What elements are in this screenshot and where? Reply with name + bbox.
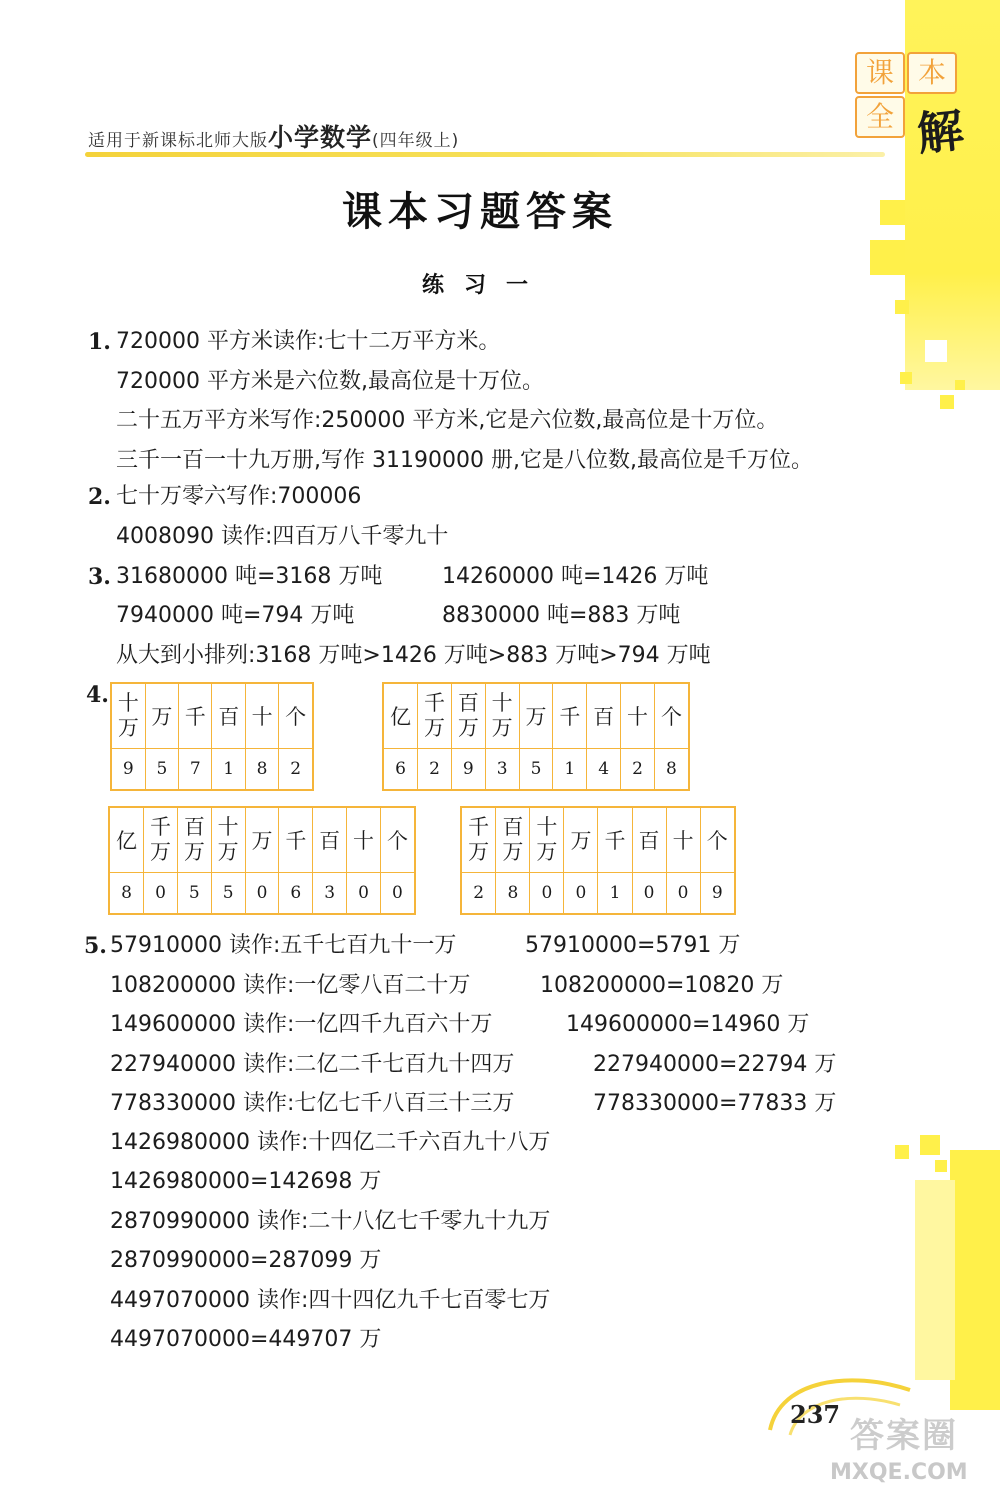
place-value-digit: 8 xyxy=(245,749,278,791)
answer-line: 227940000 读作:二亿二千七百九十四万 xyxy=(110,1052,515,1077)
header-prefix: 适用于新课标北师大版 xyxy=(88,131,268,151)
place-value-header xyxy=(530,807,564,873)
answer-line: 4497070000=449707 万 xyxy=(110,1327,382,1352)
place-value-header: 十 xyxy=(245,683,278,749)
decorative-square xyxy=(895,300,909,314)
place-value-digit: 2 xyxy=(279,749,313,791)
place-value-header: 十 xyxy=(621,683,655,749)
answer-line: 二十五万平方米写作:250000 平方米,它是六位数,最高位是十万位。 xyxy=(116,408,779,433)
place-value-header-char: 十 xyxy=(491,691,513,715)
place-value-header: 亿 xyxy=(383,683,418,749)
answer-line: 720000 平方米读作:七十二万平方米。 xyxy=(116,329,501,354)
place-value-digit: 2 xyxy=(621,749,655,791)
answer-line: 1426980000 读作:十四亿二千六百九十八万 xyxy=(110,1130,551,1155)
answer-line: 4497070000 读作:四十四亿九千七百零七万 xyxy=(110,1288,551,1313)
answer-line: 7940000 吨=794 万吨 xyxy=(116,603,355,628)
logo-char: 课 xyxy=(855,52,905,94)
place-value-table xyxy=(110,682,314,791)
answer-line: 57910000 读作:五千七百九十一万 xyxy=(110,933,457,958)
place-value-digit: 8 xyxy=(496,873,530,915)
place-value-header-char: 万 xyxy=(150,840,171,864)
place-value-header: 百 xyxy=(632,807,666,873)
place-value-header-char: 百 xyxy=(457,691,479,715)
answer-line: 57910000=5791 万 xyxy=(525,933,741,958)
question-number: 2. xyxy=(88,484,111,510)
place-value-header xyxy=(211,807,245,873)
place-value-digit: 8 xyxy=(109,873,144,915)
place-value-header xyxy=(177,807,211,873)
place-value-header: 十 xyxy=(666,807,700,873)
place-value-header xyxy=(496,807,530,873)
place-value-header-char: 十 xyxy=(536,815,558,839)
place-value-header-char: 万 xyxy=(502,840,524,864)
answer-line: 720000 平方米是六位数,最高位是十万位。 xyxy=(116,369,544,394)
place-value-table xyxy=(460,806,736,915)
decorative-square xyxy=(895,1145,909,1159)
header-grade: (四年级上) xyxy=(372,131,460,151)
place-value-header-char: 万 xyxy=(217,840,239,864)
place-value-header: 百 xyxy=(313,807,347,873)
place-value-header-char: 万 xyxy=(424,716,445,740)
decorative-band-bottom-light xyxy=(915,1180,955,1380)
answer-line: 149600000=14960 万 xyxy=(566,1012,810,1037)
answer-line: 七十万零六写作:700006 xyxy=(116,484,362,509)
place-value-header-char: 万 xyxy=(491,716,513,740)
place-value-digit: 1 xyxy=(598,873,632,915)
answer-line: 14260000 吨=1426 万吨 xyxy=(442,564,709,589)
place-value-digit: 0 xyxy=(666,873,700,915)
place-value-header-char: 百 xyxy=(183,815,205,839)
place-value-header: 个 xyxy=(700,807,735,873)
place-value-header xyxy=(461,807,496,873)
decorative-square xyxy=(935,1160,947,1172)
place-value-table xyxy=(108,806,416,915)
place-value-header: 十 xyxy=(347,807,381,873)
watermark-url: MXQE.COM xyxy=(830,1460,968,1485)
place-value-digit: 3 xyxy=(485,749,519,791)
decorative-square xyxy=(925,340,947,362)
place-value-header: 千 xyxy=(598,807,632,873)
book-logo xyxy=(855,52,967,162)
answer-line: 2870990000=287099 万 xyxy=(110,1248,382,1273)
place-value-header-char: 十 xyxy=(217,815,239,839)
place-value-digit: 9 xyxy=(451,749,485,791)
watermark-logo: 答案圈 xyxy=(850,1416,958,1456)
place-value-header: 千 xyxy=(179,683,212,749)
logo-char: 本 xyxy=(907,52,957,94)
place-value-digit: 5 xyxy=(177,873,211,915)
place-value-header xyxy=(144,807,178,873)
answer-line: 778330000 读作:七亿七千八百三十三万 xyxy=(110,1091,515,1116)
place-value-header-char: 十 xyxy=(117,691,139,715)
place-value-digit: 1 xyxy=(553,749,587,791)
place-value-digit: 3 xyxy=(313,873,347,915)
place-value-digit: 1 xyxy=(212,749,245,791)
decorative-square xyxy=(900,372,912,384)
place-value-header xyxy=(111,683,145,749)
place-value-header xyxy=(451,683,485,749)
place-value-header-char: 万 xyxy=(457,716,479,740)
answer-line: 108200000=10820 万 xyxy=(540,973,784,998)
place-value-header: 个 xyxy=(380,807,415,873)
decorative-square xyxy=(955,380,965,390)
place-value-header: 千 xyxy=(553,683,587,749)
answer-line: 227940000=22794 万 xyxy=(593,1052,837,1077)
place-value-digit: 9 xyxy=(111,749,145,791)
place-value-digit: 0 xyxy=(380,873,415,915)
answer-line: 149600000 读作:一亿四千九百六十万 xyxy=(110,1012,493,1037)
place-value-digit: 4 xyxy=(587,749,621,791)
place-value-digit: 0 xyxy=(144,873,178,915)
decorative-square xyxy=(920,1135,940,1155)
place-value-header: 个 xyxy=(654,683,689,749)
place-value-header: 百 xyxy=(212,683,245,749)
answer-line: 2870990000 读作:二十八亿七千零九十九万 xyxy=(110,1209,551,1234)
place-value-header: 万 xyxy=(519,683,553,749)
question-number: 1. xyxy=(88,329,111,355)
place-value-digit: 2 xyxy=(461,873,496,915)
place-value-digit: 7 xyxy=(179,749,212,791)
header-rule xyxy=(85,152,885,157)
place-value-digit: 0 xyxy=(632,873,666,915)
place-value-header-char: 万 xyxy=(536,840,558,864)
answer-line: 8830000 吨=883 万吨 xyxy=(442,603,681,628)
place-value-header-char: 万 xyxy=(117,716,139,740)
header-subject: 小学数学 xyxy=(268,123,373,152)
answer-line: 31680000 吨=3168 万吨 xyxy=(116,564,383,589)
place-value-header: 万 xyxy=(245,807,279,873)
place-value-digit: 0 xyxy=(530,873,564,915)
place-value-digit: 0 xyxy=(245,873,279,915)
place-value-header xyxy=(485,683,519,749)
place-value-digit: 5 xyxy=(519,749,553,791)
place-value-digit: 8 xyxy=(654,749,689,791)
page-number: 237 xyxy=(790,1400,841,1429)
place-value-digit: 2 xyxy=(418,749,452,791)
place-value-header: 万 xyxy=(145,683,178,749)
place-value-header-char: 万 xyxy=(468,840,490,864)
answer-line: 1426980000=142698 万 xyxy=(110,1169,382,1194)
place-value-header: 个 xyxy=(279,683,313,749)
place-value-header: 千 xyxy=(279,807,313,873)
logo-char: 解 xyxy=(914,102,967,162)
place-value-digit: 0 xyxy=(564,873,598,915)
decorative-band-bottom xyxy=(950,1150,1000,1410)
running-header xyxy=(88,118,459,154)
answer-line: 4008090 读作:四百万八千零九十 xyxy=(116,524,449,549)
answer-line: 三千一百一十九万册,写作 31190000 册,它是八位数,最高位是千万位。 xyxy=(116,448,813,473)
answer-line: 108200000 读作:一亿零八百二十万 xyxy=(110,973,471,998)
logo-char: 全 xyxy=(855,96,905,138)
place-value-header-char: 千 xyxy=(150,815,171,839)
place-value-digit: 6 xyxy=(279,873,313,915)
decorative-square xyxy=(940,395,954,409)
place-value-header xyxy=(418,683,452,749)
place-value-header-char: 千 xyxy=(468,815,490,839)
place-value-header: 万 xyxy=(564,807,598,873)
page-title: 课本习题答案 xyxy=(342,189,618,235)
question-number: 4. xyxy=(86,682,109,708)
answer-line: 从大到小排列:3168 万吨>1426 万吨>883 万吨>794 万吨 xyxy=(116,643,711,668)
answer-line: 778330000=77833 万 xyxy=(593,1091,837,1116)
place-value-digit: 5 xyxy=(145,749,178,791)
place-value-header: 亿 xyxy=(109,807,144,873)
place-value-digit: 0 xyxy=(347,873,381,915)
question-number: 5. xyxy=(84,933,107,959)
place-value-digit: 6 xyxy=(383,749,418,791)
section-title: 练习一 xyxy=(421,273,548,298)
question-number: 3. xyxy=(88,564,111,590)
place-value-table xyxy=(382,682,690,791)
place-value-digit: 9 xyxy=(700,873,735,915)
place-value-header-char: 千 xyxy=(424,691,445,715)
place-value-digit: 5 xyxy=(211,873,245,915)
place-value-header-char: 百 xyxy=(502,815,524,839)
place-value-header: 百 xyxy=(587,683,621,749)
place-value-header-char: 万 xyxy=(183,840,205,864)
